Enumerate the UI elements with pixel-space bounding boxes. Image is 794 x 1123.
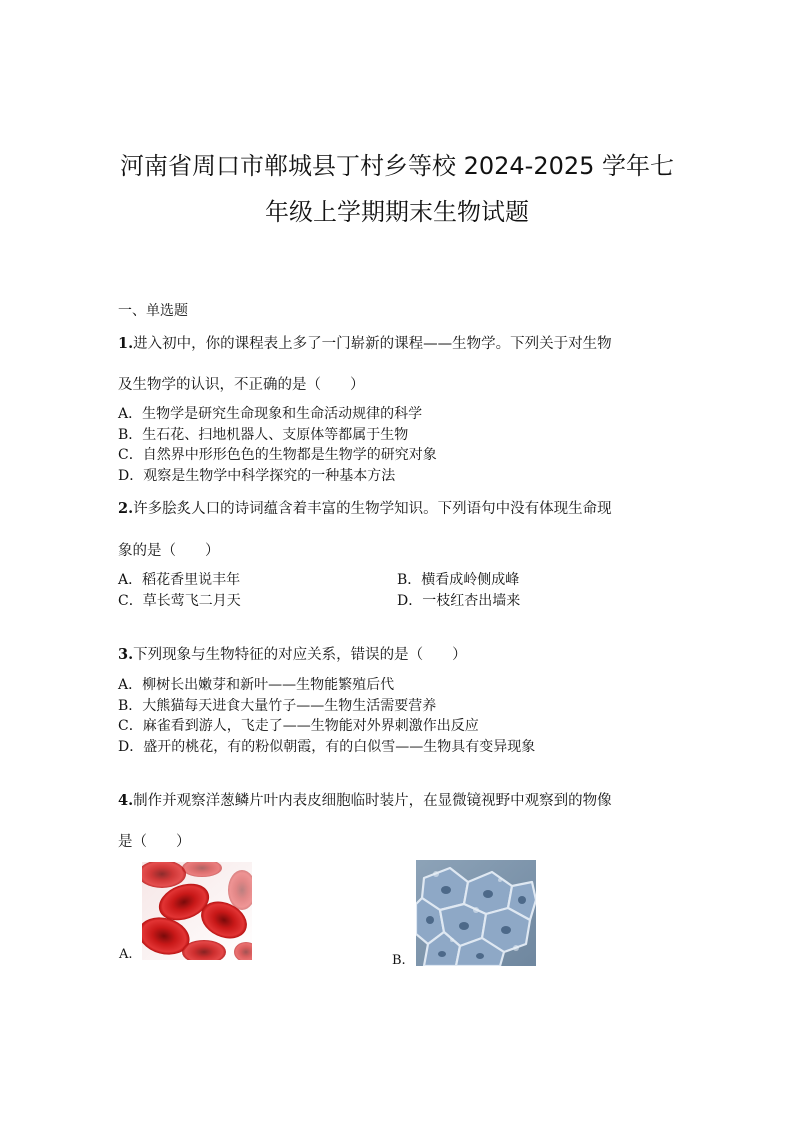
option-c: C．自然界中形形色色的生物都是生物学的研究对象 — [118, 447, 437, 463]
option-b: B．大熊猫每天进食大量竹子——生物生活需要营养 — [118, 697, 437, 714]
option-b: B．横看成岭侧成峰 — [397, 572, 520, 588]
question-number: 2. — [118, 500, 134, 517]
question-1 — [118, 332, 612, 353]
option-c: C．草长莺飞二月天 — [118, 593, 241, 609]
question-2-line-2: 象的是（ ） — [118, 543, 220, 559]
question-1-line-2: 及生物学的认识，不正确的是（ ） — [118, 377, 365, 393]
question-text: 下列现象与生物特征的对应关系，错误的是（ ） — [133, 647, 467, 663]
onion-epidermal-cells-image — [416, 860, 536, 966]
option-b: B．生石花、扫地机器人、支原体等都属于生物 — [118, 426, 409, 443]
option-d: D．盛开的桃花，有的粉似朝霞，有的白似雪——生物具有变异现象 — [118, 738, 536, 755]
question-number: 1. — [118, 335, 134, 352]
question-text: 进入初中，你的课程表上多了一门崭新的课程——生物学。下列关于对生物 — [133, 336, 612, 352]
question-4 — [118, 789, 612, 810]
option-d: D．观察是生物学中科学探究的一种基本方法 — [118, 467, 396, 484]
option-b-label: B. — [392, 953, 406, 968]
option-d: D．一枝红杏出墙来 — [397, 593, 521, 609]
red-blood-cells-image — [142, 862, 252, 960]
question-3-options — [118, 675, 535, 757]
question-3 — [118, 643, 467, 664]
question-number: 4. — [118, 792, 134, 809]
option-a: A．生物学是研究生命现象和生命活动规律的科学 — [118, 406, 423, 422]
section-heading: 一、单选题 — [118, 303, 188, 319]
question-text: 许多脍炙人口的诗词蕴含着丰富的生物学知识。下列语句中没有体现生命现 — [133, 501, 612, 517]
question-4-line-2: 是（ ） — [118, 834, 191, 850]
option-a: A．柳树长出嫩芽和新叶——生物能繁殖后代 — [118, 677, 395, 693]
title-line-2: 年级上学期期末生物试题 — [265, 198, 529, 226]
option-a: A．稻花香里说丰年 — [118, 572, 241, 588]
page-title — [90, 143, 704, 235]
question-2 — [118, 497, 612, 518]
title-line-1: 河南省周口市郸城县丁村乡等校 2024-2025 学年七 — [119, 152, 675, 180]
option-c: C．麻雀看到游人，飞走了——生物能对外界刺激作出反应 — [118, 718, 479, 734]
option-a-label: A. — [119, 947, 133, 962]
question-number: 3. — [118, 646, 134, 663]
question-1-options — [118, 404, 437, 486]
question-text: 制作并观察洋葱鳞片叶内表皮细胞临时装片，在显微镜视野中观察到的物像 — [133, 793, 612, 809]
